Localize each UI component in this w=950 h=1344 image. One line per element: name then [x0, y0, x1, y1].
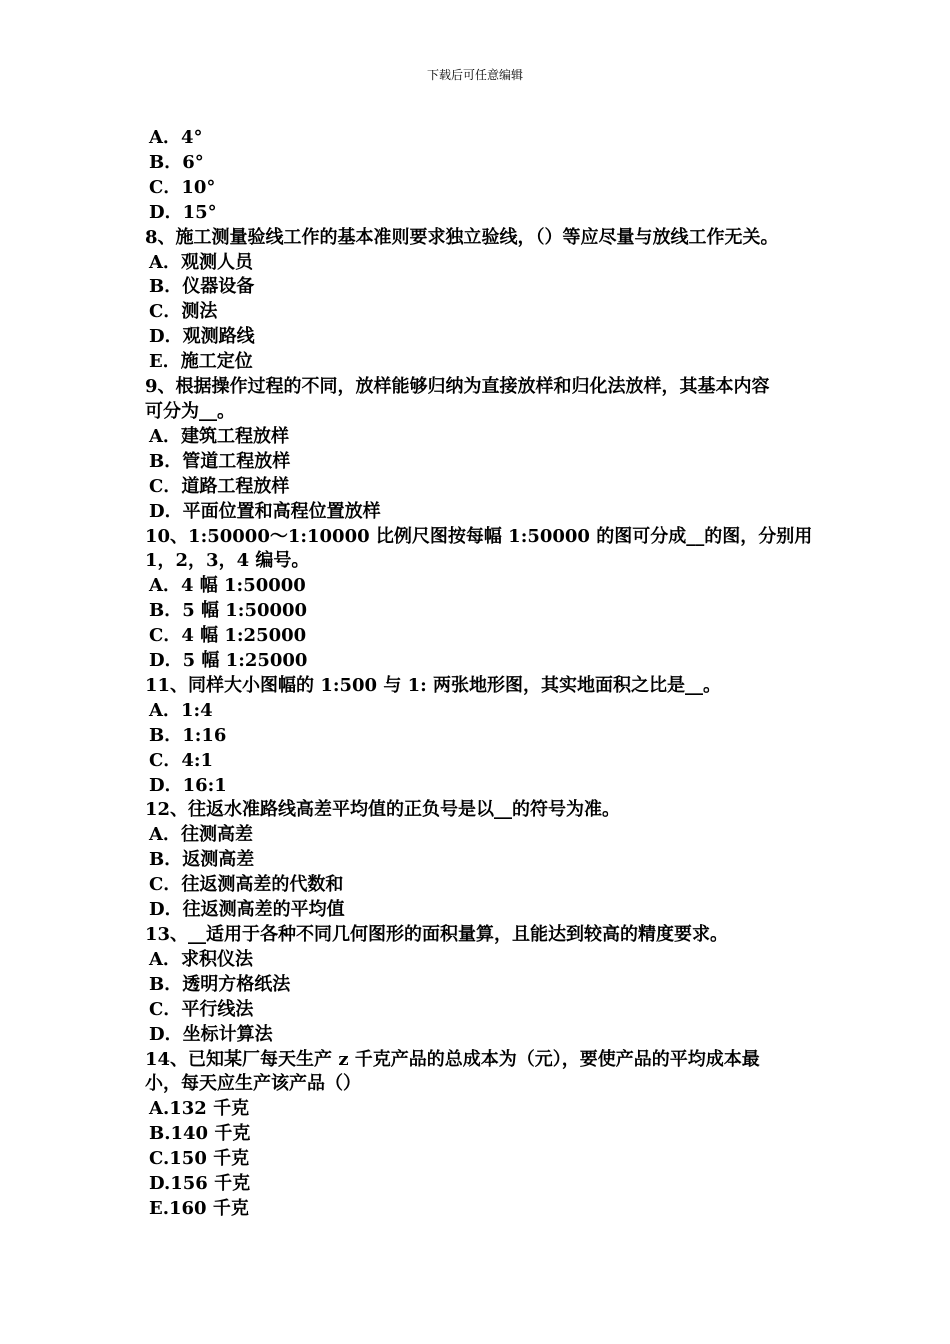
answer-option: A．4° [149, 127, 203, 148]
answer-option: E.160 千克 [149, 1197, 249, 1219]
answer-option: C．道路工程放样 [149, 475, 290, 497]
question-list [145, 126, 825, 1222]
question-text: 12、往返水准路线高差平均值的正负号是以__的符号为准。 [145, 799, 621, 821]
answer-option: B．5 幅 1:50000 [149, 600, 308, 622]
answer-option: C．10° [149, 176, 216, 198]
answer-option: C.150 千克 [149, 1148, 250, 1170]
answer-option: D．观测路线 [149, 326, 255, 348]
answer-option: A．1:4 [149, 699, 213, 721]
question-text: 10、1:50000～1:10000 比例尺图按每幅 1:50000 的图可分成__的图，分别用 [145, 525, 813, 547]
answer-option: D.156 千克 [149, 1173, 251, 1195]
page-header: 下载后可任意编辑 [426, 68, 523, 82]
answer-option: C．测法 [149, 301, 218, 323]
answer-option: D．16:1 [149, 774, 227, 796]
question-text: 13、__适用于各种不同几何图形的面积量算，且能达到较高的精度要求。 [145, 924, 729, 945]
answer-option: B．6° [149, 151, 204, 173]
answer-option: D．5 幅 1:25000 [149, 650, 308, 672]
answer-option: B．管道工程放样 [149, 450, 291, 472]
answer-option: B．返测高差 [149, 849, 255, 871]
answer-option: C．4:1 [149, 749, 214, 771]
answer-option: C．往返测高差的代数和 [149, 874, 344, 896]
question-text: 14、已知某厂每天生产 z 千克产品的总成本为（元），要使产品的平均成本最 [145, 1048, 760, 1070]
answer-option: C．平行线法 [149, 998, 254, 1020]
question-text: 11、同样大小图幅的 1:500 与 1: 两张地形图，其实地面积之比是__。 [145, 674, 722, 696]
answer-option: B．透明方格纸法 [149, 973, 291, 995]
question-text: 9、根据操作过程的不同，放样能够归纳为直接放样和归化法放样，其基本内容 [145, 376, 770, 398]
question-text: 可分为__。 [145, 400, 235, 422]
answer-option: D．15° [149, 201, 217, 223]
answer-option: D．坐标计算法 [149, 1023, 273, 1045]
answer-option: E．施工定位 [149, 351, 253, 373]
answer-option: A．求积仪法 [149, 948, 253, 970]
question-text: 小，每天应生产该产品（） [145, 1073, 361, 1095]
answer-option: D．往返测高差的平均值 [149, 899, 345, 921]
question-text: 1，2，3，4 编号。 [145, 550, 310, 572]
answer-option: B．1:16 [149, 724, 227, 746]
question-text: 8、施工测量验线工作的基本准则要求独立验线，（）等应尽量与放线工作无关。 [145, 226, 779, 248]
answer-option: A．4 幅 1:50000 [149, 575, 306, 597]
answer-option: B.140 千克 [149, 1123, 251, 1145]
answer-option: C．4 幅 1:25000 [149, 625, 307, 647]
answer-option: D．平面位置和高程位置放样 [149, 500, 381, 522]
answer-option: A.132 千克 [149, 1098, 250, 1120]
answer-option: B．仪器设备 [149, 276, 255, 298]
answer-option: A．往测高差 [149, 824, 253, 846]
answer-option: A．观测人员 [149, 251, 253, 273]
answer-option: A．建筑工程放样 [149, 425, 289, 447]
